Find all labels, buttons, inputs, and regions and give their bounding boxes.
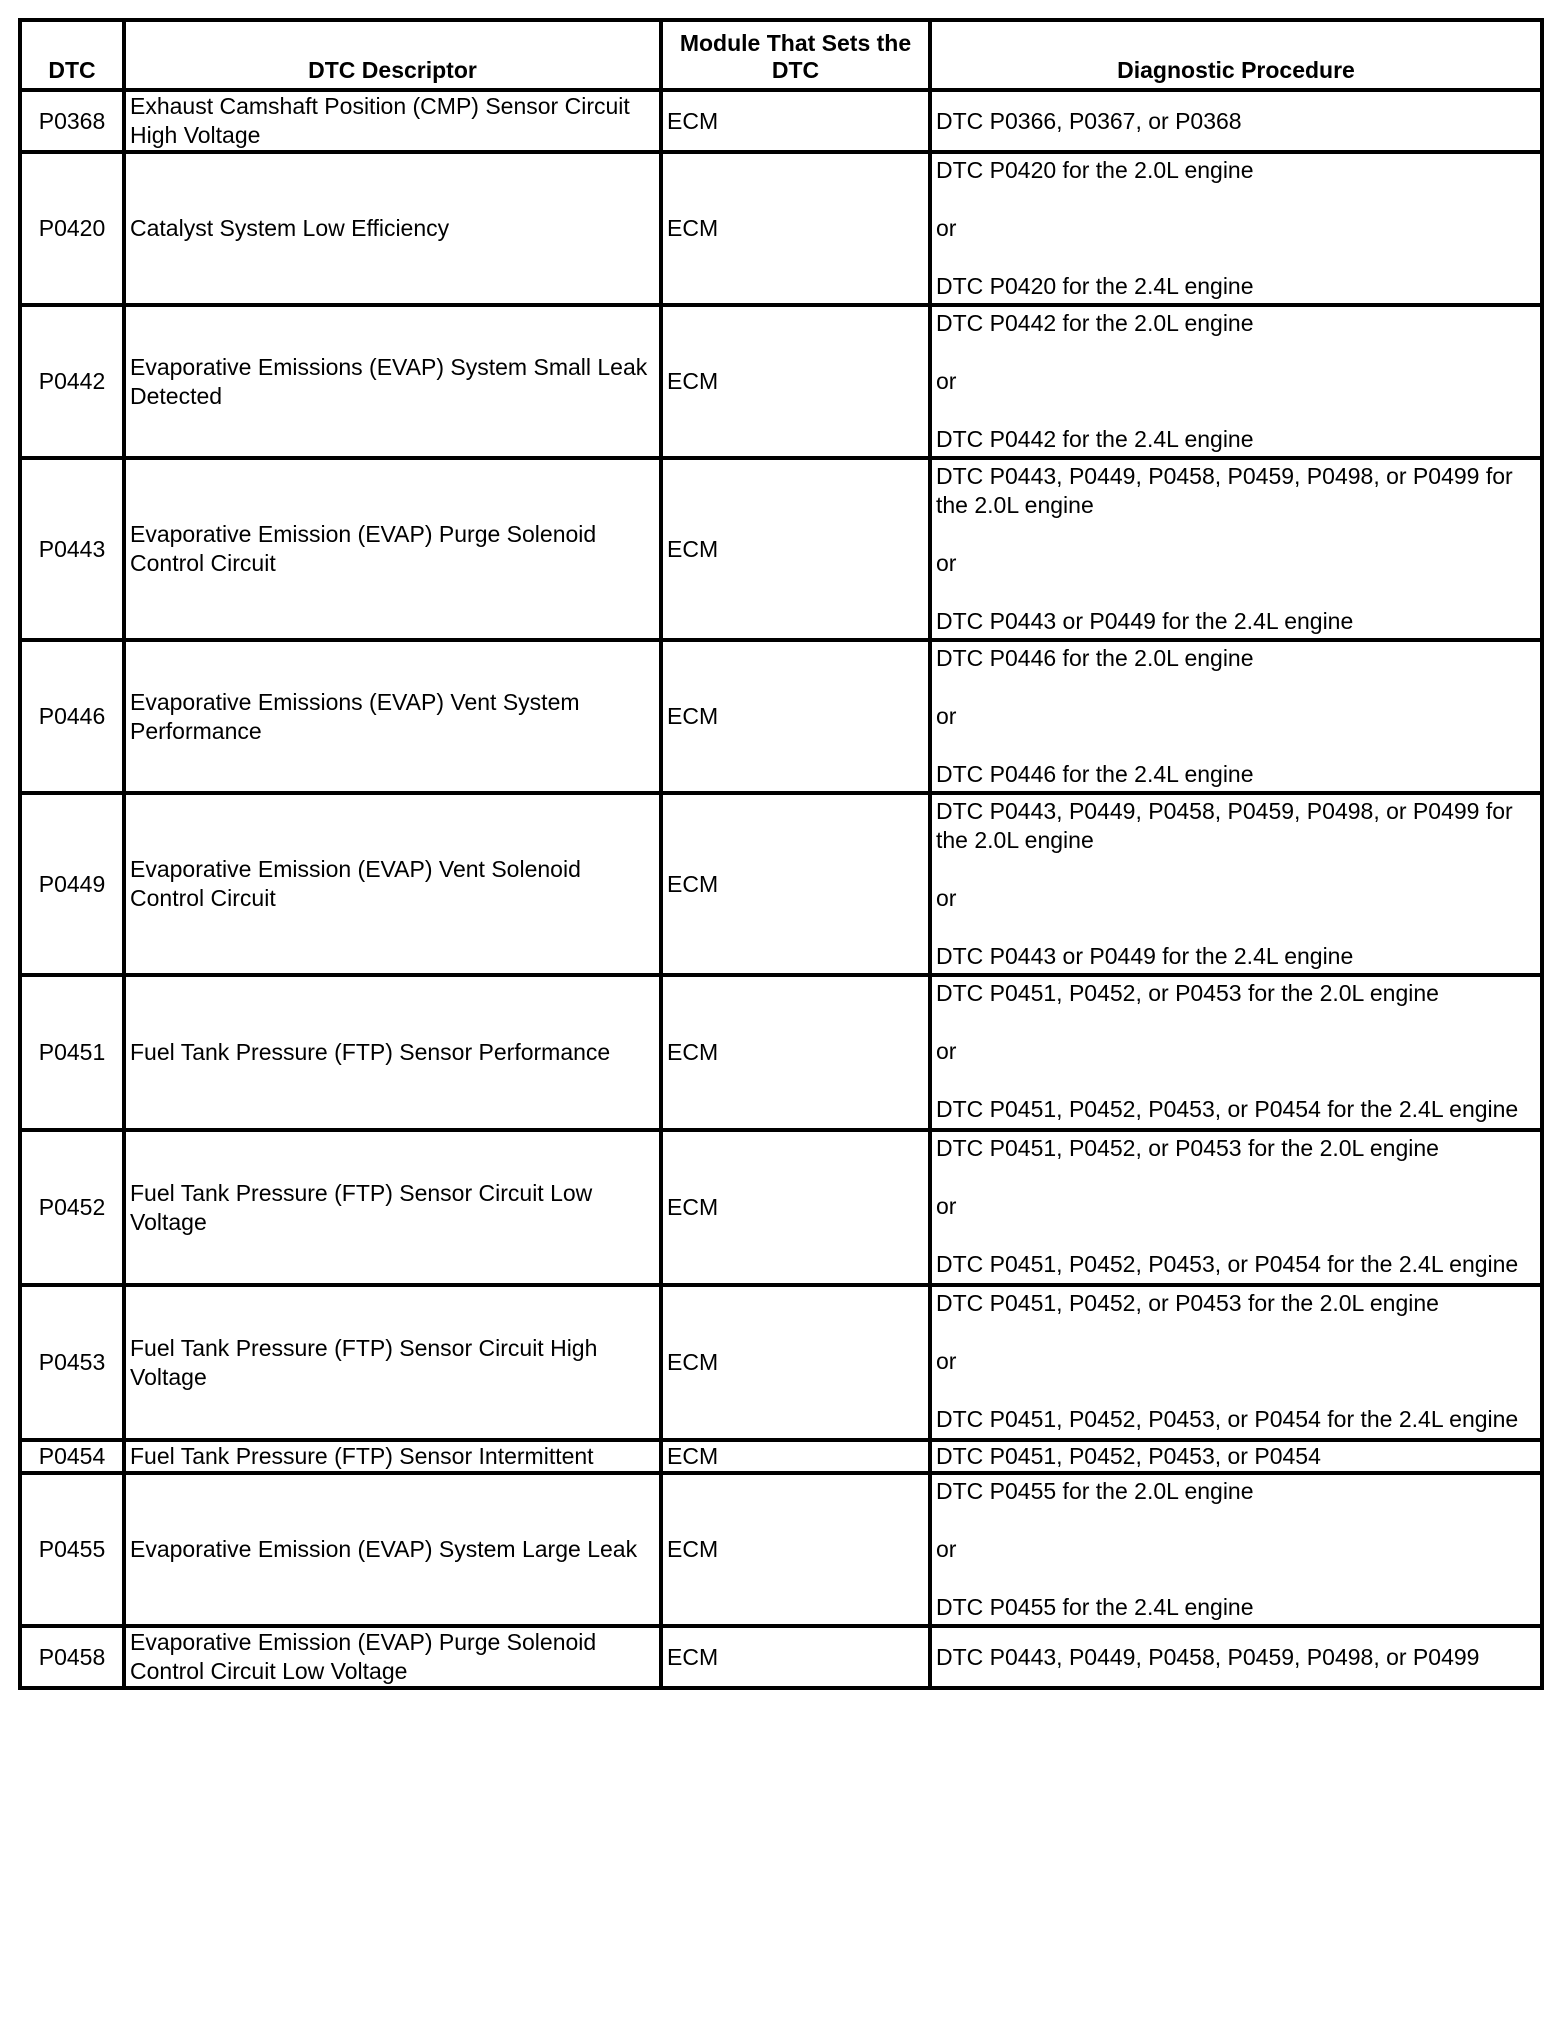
procedure-link[interactable]: DTC P0451, P0452, P0453, or P0454 for the 2.4L engine: [936, 1251, 1519, 1277]
line-spacer: [936, 1008, 1536, 1037]
procedure-link[interactable]: DTC P0420 for the 2.0L engine: [936, 157, 1254, 183]
procedure-or: or: [936, 1038, 957, 1064]
table-row: [20, 1440, 1542, 1473]
diagnostic-procedure: [930, 975, 1542, 1130]
line-spacer: [936, 673, 1536, 702]
table-row: [20, 458, 1542, 640]
diagnostic-procedure: [930, 1473, 1542, 1626]
dtc-code: P0446: [20, 640, 124, 793]
dtc-code: P0442: [20, 305, 124, 458]
module-cell: ECM: [661, 640, 930, 793]
dtc-descriptor: Fuel Tank Pressure (FTP) Sensor Intermittent: [124, 1440, 661, 1473]
diagnostic-procedure: [930, 1626, 1542, 1688]
line-spacer: [936, 1564, 1536, 1593]
module-cell: ECM: [661, 1473, 930, 1626]
dtc-code: P0454: [20, 1440, 124, 1473]
dtc-descriptor: Catalyst System Low Efficiency: [124, 152, 661, 305]
module-cell: ECM: [661, 305, 930, 458]
diagnostic-procedure: [930, 1285, 1542, 1440]
line-spacer: [936, 396, 1536, 425]
procedure-link[interactable]: DTC P0443, P0449, P0458, P0459, P0498, or P0499 for the 2.0L engine: [936, 463, 1513, 518]
header-procedure: Diagnostic Procedure: [930, 20, 1542, 90]
dtc-code: P0458: [20, 1626, 124, 1688]
diagnostic-procedure: [930, 152, 1542, 305]
procedure-or: or: [936, 1536, 957, 1562]
procedure-link[interactable]: DTC P0446 for the 2.0L engine: [936, 645, 1254, 671]
dtc-code: P0420: [20, 152, 124, 305]
line-spacer: [936, 1506, 1536, 1535]
table-row: [20, 975, 1542, 1130]
module-cell: ECM: [661, 90, 930, 152]
procedure-link[interactable]: DTC P0443 or P0449 for the 2.4L engine: [936, 943, 1354, 969]
header-module: Module That Sets the DTC: [661, 20, 930, 90]
table-body: [20, 90, 1542, 1688]
procedure-link[interactable]: DTC P0451, P0452, P0453, or P0454 for the 2.4L engine: [936, 1406, 1519, 1432]
procedure-link[interactable]: DTC P0446 for the 2.4L engine: [936, 761, 1254, 787]
procedure-link[interactable]: DTC P0443, P0449, P0458, P0459, P0498, or P0499 for the 2.0L engine: [936, 798, 1513, 853]
module-cell: ECM: [661, 793, 930, 975]
diagnostic-procedure: [930, 640, 1542, 793]
line-spacer: [936, 185, 1536, 214]
dtc-descriptor: Fuel Tank Pressure (FTP) Sensor Circuit High Voltage: [124, 1285, 661, 1440]
dtc-code: P0453: [20, 1285, 124, 1440]
procedure-link[interactable]: DTC P0451, P0452, or P0453 for the 2.0L engine: [936, 980, 1439, 1006]
procedure-link[interactable]: DTC P0443, P0449, P0458, P0459, P0498, or P0499: [936, 1643, 1480, 1670]
procedure-or: or: [936, 1348, 957, 1374]
module-cell: ECM: [661, 1285, 930, 1440]
module-cell: ECM: [661, 1130, 930, 1285]
dtc-table: [18, 18, 1544, 1690]
table-row: [20, 1130, 1542, 1285]
table-row: [20, 1285, 1542, 1440]
dtc-code: P0449: [20, 793, 124, 975]
dtc-code: P0452: [20, 1130, 124, 1285]
line-spacer: [936, 1376, 1536, 1405]
procedure-or: or: [936, 215, 957, 241]
procedure-link[interactable]: DTC P0443 or P0449 for the 2.4L engine: [936, 608, 1354, 634]
dtc-descriptor: Evaporative Emissions (EVAP) System Small Leak Detected: [124, 305, 661, 458]
procedure-link[interactable]: DTC P0420 for the 2.4L engine: [936, 273, 1254, 299]
module-cell: ECM: [661, 1440, 930, 1473]
diagnostic-procedure: [930, 793, 1542, 975]
procedure-or: or: [936, 703, 957, 729]
table-row: [20, 640, 1542, 793]
table-row: [20, 1473, 1542, 1626]
dtc-code: P0455: [20, 1473, 124, 1626]
procedure-or: or: [936, 1193, 957, 1219]
procedure-link[interactable]: DTC P0455 for the 2.0L engine: [936, 1478, 1254, 1504]
diagnostic-procedure: [930, 305, 1542, 458]
table-row: [20, 152, 1542, 305]
procedure-or: or: [936, 368, 957, 394]
module-cell: ECM: [661, 152, 930, 305]
dtc-code: P0451: [20, 975, 124, 1130]
procedure-or: or: [936, 885, 957, 911]
dtc-descriptor: Evaporative Emission (EVAP) Purge Solenoid Control Circuit Low Voltage: [124, 1626, 661, 1688]
procedure-link[interactable]: DTC P0366, P0367, or P0368: [936, 107, 1242, 134]
procedure-link[interactable]: DTC P0455 for the 2.4L engine: [936, 1594, 1254, 1620]
dtc-descriptor: Evaporative Emission (EVAP) Vent Solenoid Control Circuit: [124, 793, 661, 975]
table-row: [20, 90, 1542, 152]
procedure-link[interactable]: DTC P0451, P0452, P0453, or P0454 for the 2.4L engine: [936, 1096, 1519, 1122]
module-cell: ECM: [661, 975, 930, 1130]
dtc-descriptor: Evaporative Emission (EVAP) Purge Solenoid Control Circuit: [124, 458, 661, 640]
diagnostic-procedure: [930, 1440, 1542, 1473]
dtc-descriptor: Exhaust Camshaft Position (CMP) Sensor Circuit High Voltage: [124, 90, 661, 152]
header-descriptor: DTC Descriptor: [124, 20, 661, 90]
table-row: [20, 1626, 1542, 1688]
dtc-code: P0443: [20, 458, 124, 640]
header-dtc: DTC: [20, 20, 124, 90]
line-spacer: [936, 1318, 1536, 1347]
dtc-descriptor: Evaporative Emissions (EVAP) Vent System Performance: [124, 640, 661, 793]
procedure-link[interactable]: DTC P0442 for the 2.0L engine: [936, 310, 1254, 336]
line-spacer: [936, 855, 1536, 884]
dtc-code: P0368: [20, 90, 124, 152]
line-spacer: [936, 243, 1536, 272]
line-spacer: [936, 1163, 1536, 1192]
header-row: [20, 20, 1542, 90]
line-spacer: [936, 1221, 1536, 1250]
diagnostic-procedure: [930, 90, 1542, 152]
dtc-descriptor: Fuel Tank Pressure (FTP) Sensor Performance: [124, 975, 661, 1130]
procedure-link[interactable]: DTC P0451, P0452, P0453, or P0454: [936, 1443, 1321, 1469]
line-spacer: [936, 1066, 1536, 1095]
module-cell: ECM: [661, 458, 930, 640]
procedure-link[interactable]: DTC P0451, P0452, or P0453 for the 2.0L engine: [936, 1135, 1439, 1161]
dtc-descriptor: Fuel Tank Pressure (FTP) Sensor Circuit Low Voltage: [124, 1130, 661, 1285]
line-spacer: [936, 731, 1536, 760]
dtc-descriptor: Evaporative Emission (EVAP) System Large Leak: [124, 1473, 661, 1626]
procedure-link[interactable]: DTC P0442 for the 2.4L engine: [936, 426, 1254, 452]
module-cell: ECM: [661, 1626, 930, 1688]
procedure-link[interactable]: DTC P0451, P0452, or P0453 for the 2.0L engine: [936, 1290, 1439, 1316]
line-spacer: [936, 578, 1536, 607]
line-spacer: [936, 520, 1536, 549]
diagnostic-procedure: [930, 1130, 1542, 1285]
line-spacer: [936, 913, 1536, 942]
procedure-or: or: [936, 550, 957, 576]
line-spacer: [936, 338, 1536, 367]
diagnostic-procedure: [930, 458, 1542, 640]
table-row: [20, 793, 1542, 975]
table-row: [20, 305, 1542, 458]
